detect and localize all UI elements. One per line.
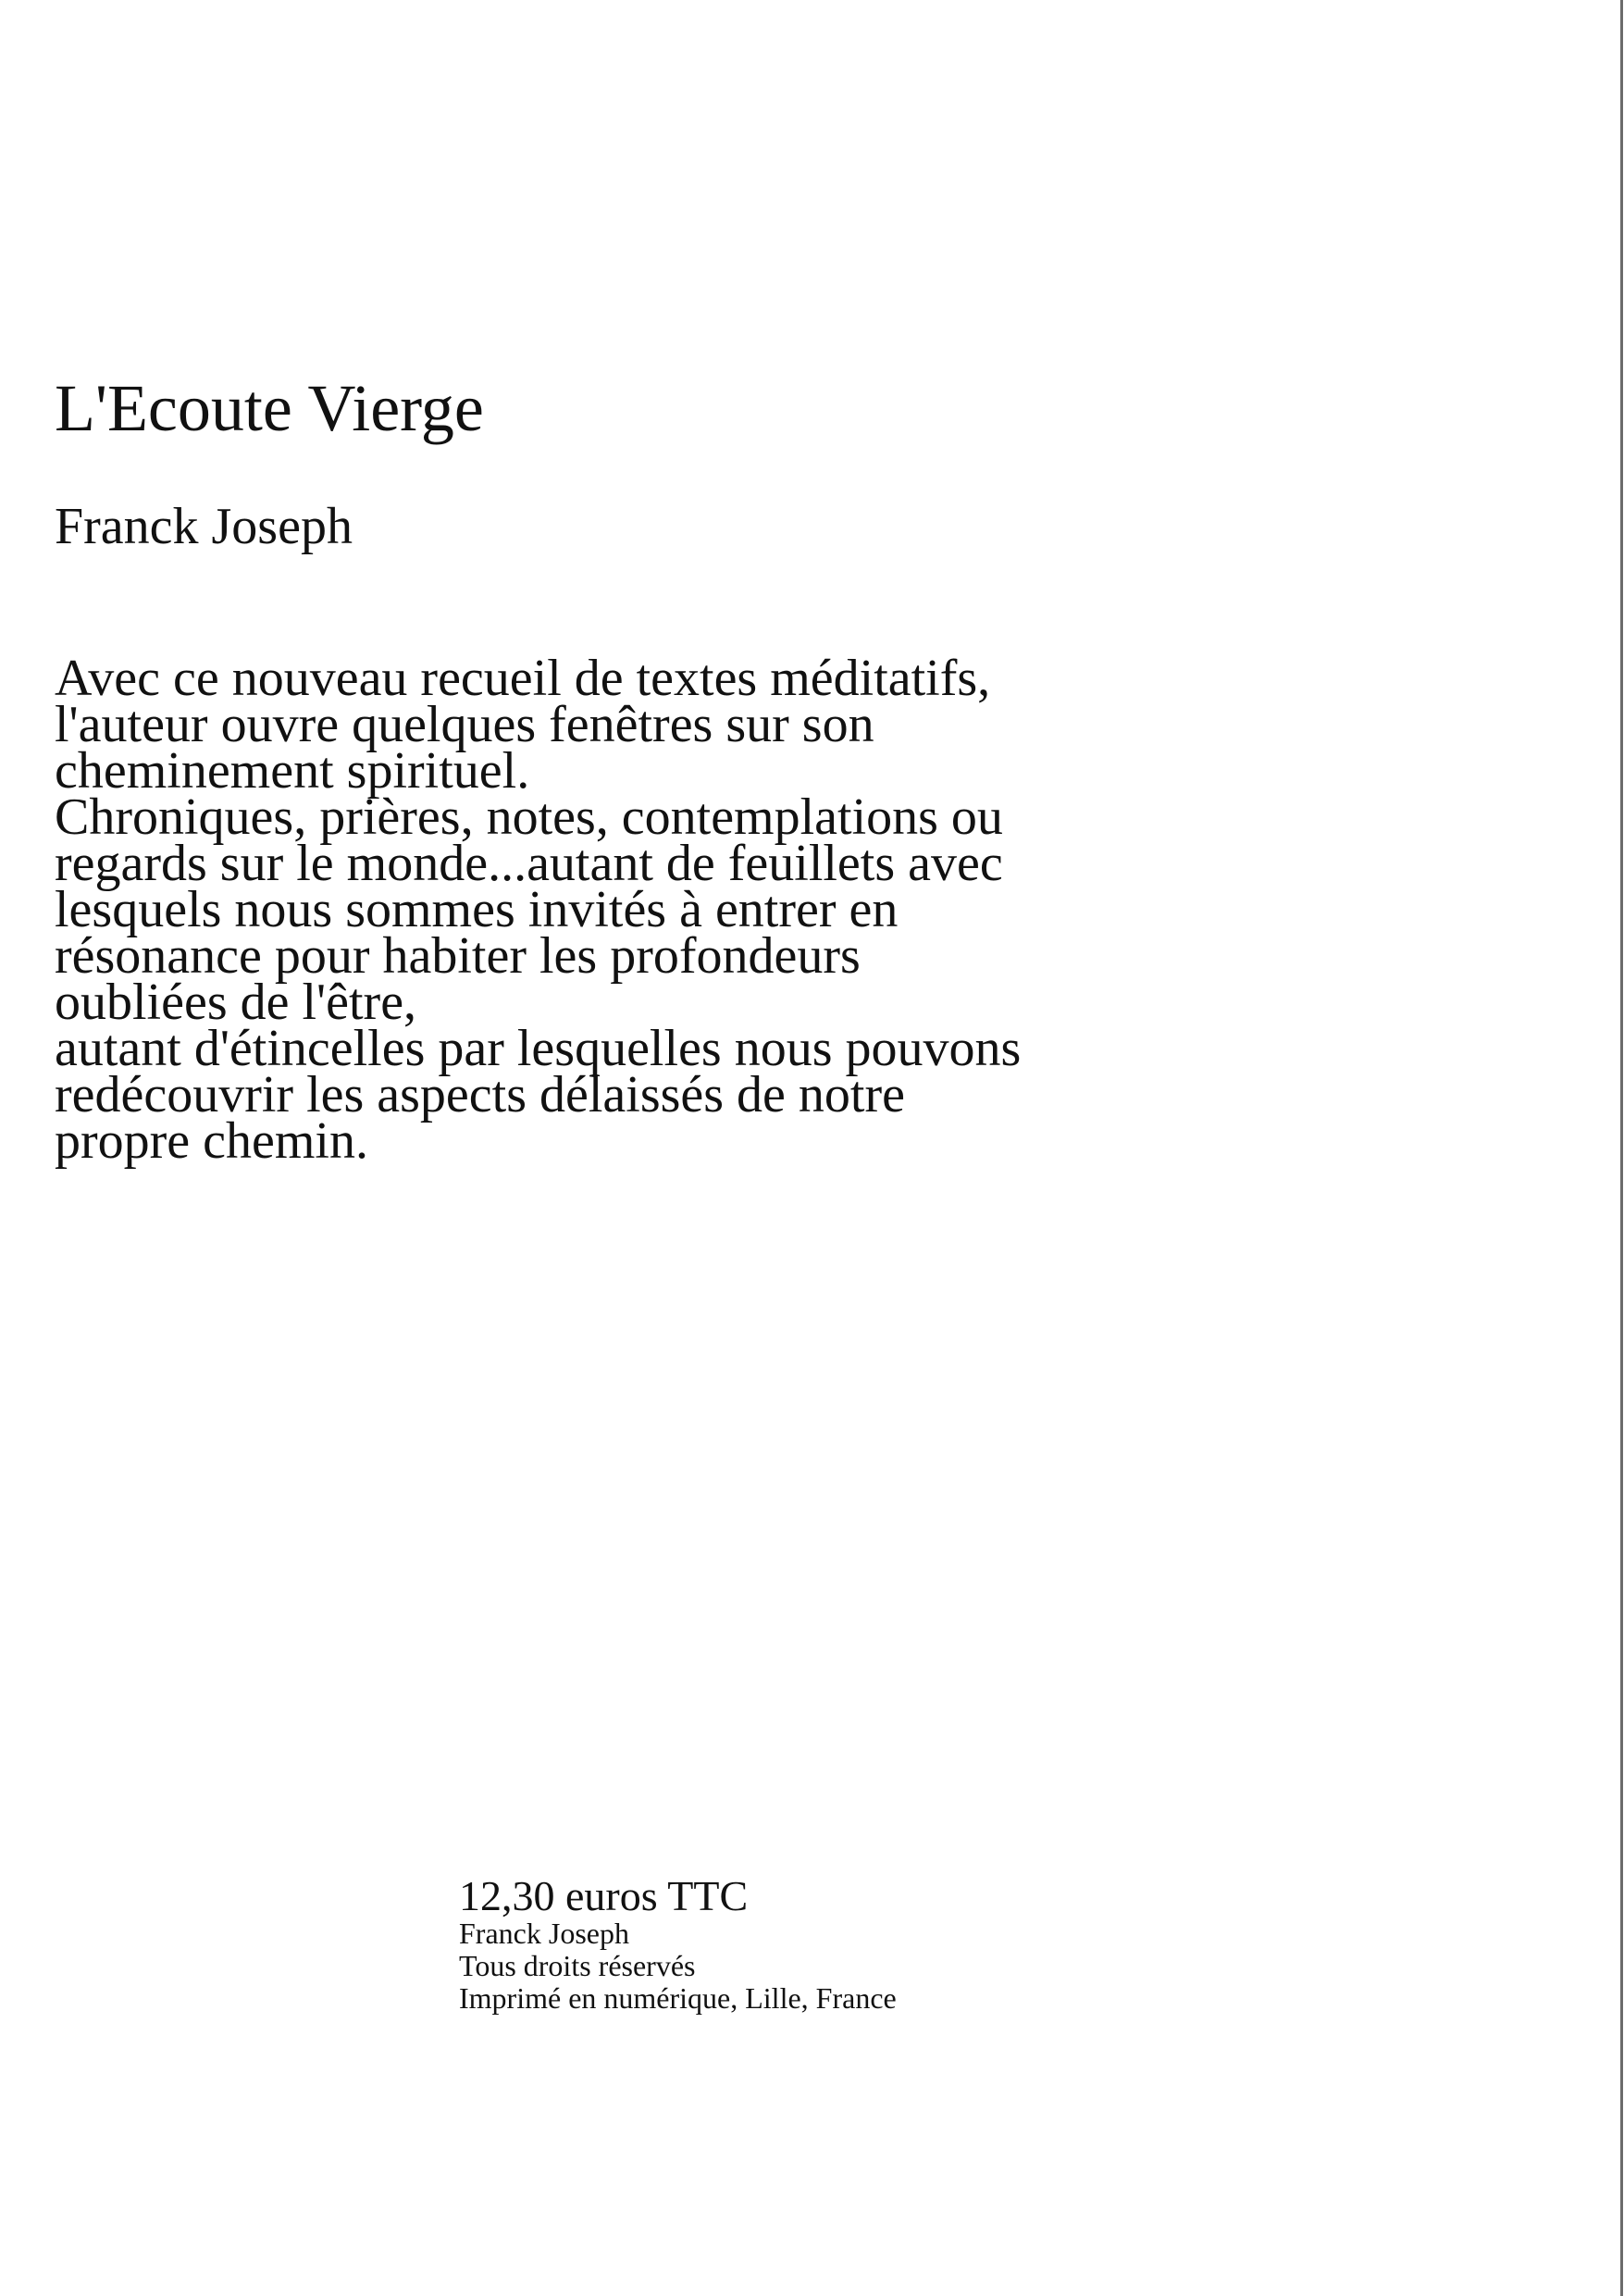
blurb-line: résonance pour habiter les profondeurs — [55, 927, 861, 985]
page-edge-line — [1620, 0, 1623, 2296]
blurb-line: propre chemin. — [55, 1112, 368, 1170]
blurb-line: cheminement spirituel. — [55, 742, 530, 800]
colophon-rights: Tous droits réservés — [459, 1949, 696, 1982]
blurb-line: l'auteur ouvre quelques fenêtres sur son — [55, 696, 874, 753]
colophon — [459, 1872, 897, 2015]
blurb-line: Chroniques, prières, notes, contemplations ou — [55, 788, 1003, 846]
colophon-author: Franck Joseph — [459, 1917, 629, 1950]
blurb-line: oubliées de l'être, — [55, 974, 417, 1031]
book-title: L'Ecoute Vierge — [55, 371, 484, 445]
colophon-printing: Imprimé en numérique, Lille, France — [459, 1981, 897, 2015]
blurb-line: regards sur le monde...autant de feuillets avec — [55, 835, 1003, 892]
blurb-line: redécouvrir les aspects délaissés de notre — [55, 1066, 905, 1123]
blurb-line: Avec ce nouveau recueil de textes méditatifs, — [55, 650, 991, 707]
book-author: Franck Joseph — [55, 498, 353, 555]
back-cover-blurb — [55, 650, 1022, 1170]
blurb-line: lesquels nous sommes invités à entrer en — [55, 881, 899, 938]
price-label: 12,30 euros TTC — [459, 1872, 749, 1919]
blurb-line: autant d'étincelles par lesquelles nous pouvons — [55, 1020, 1022, 1077]
